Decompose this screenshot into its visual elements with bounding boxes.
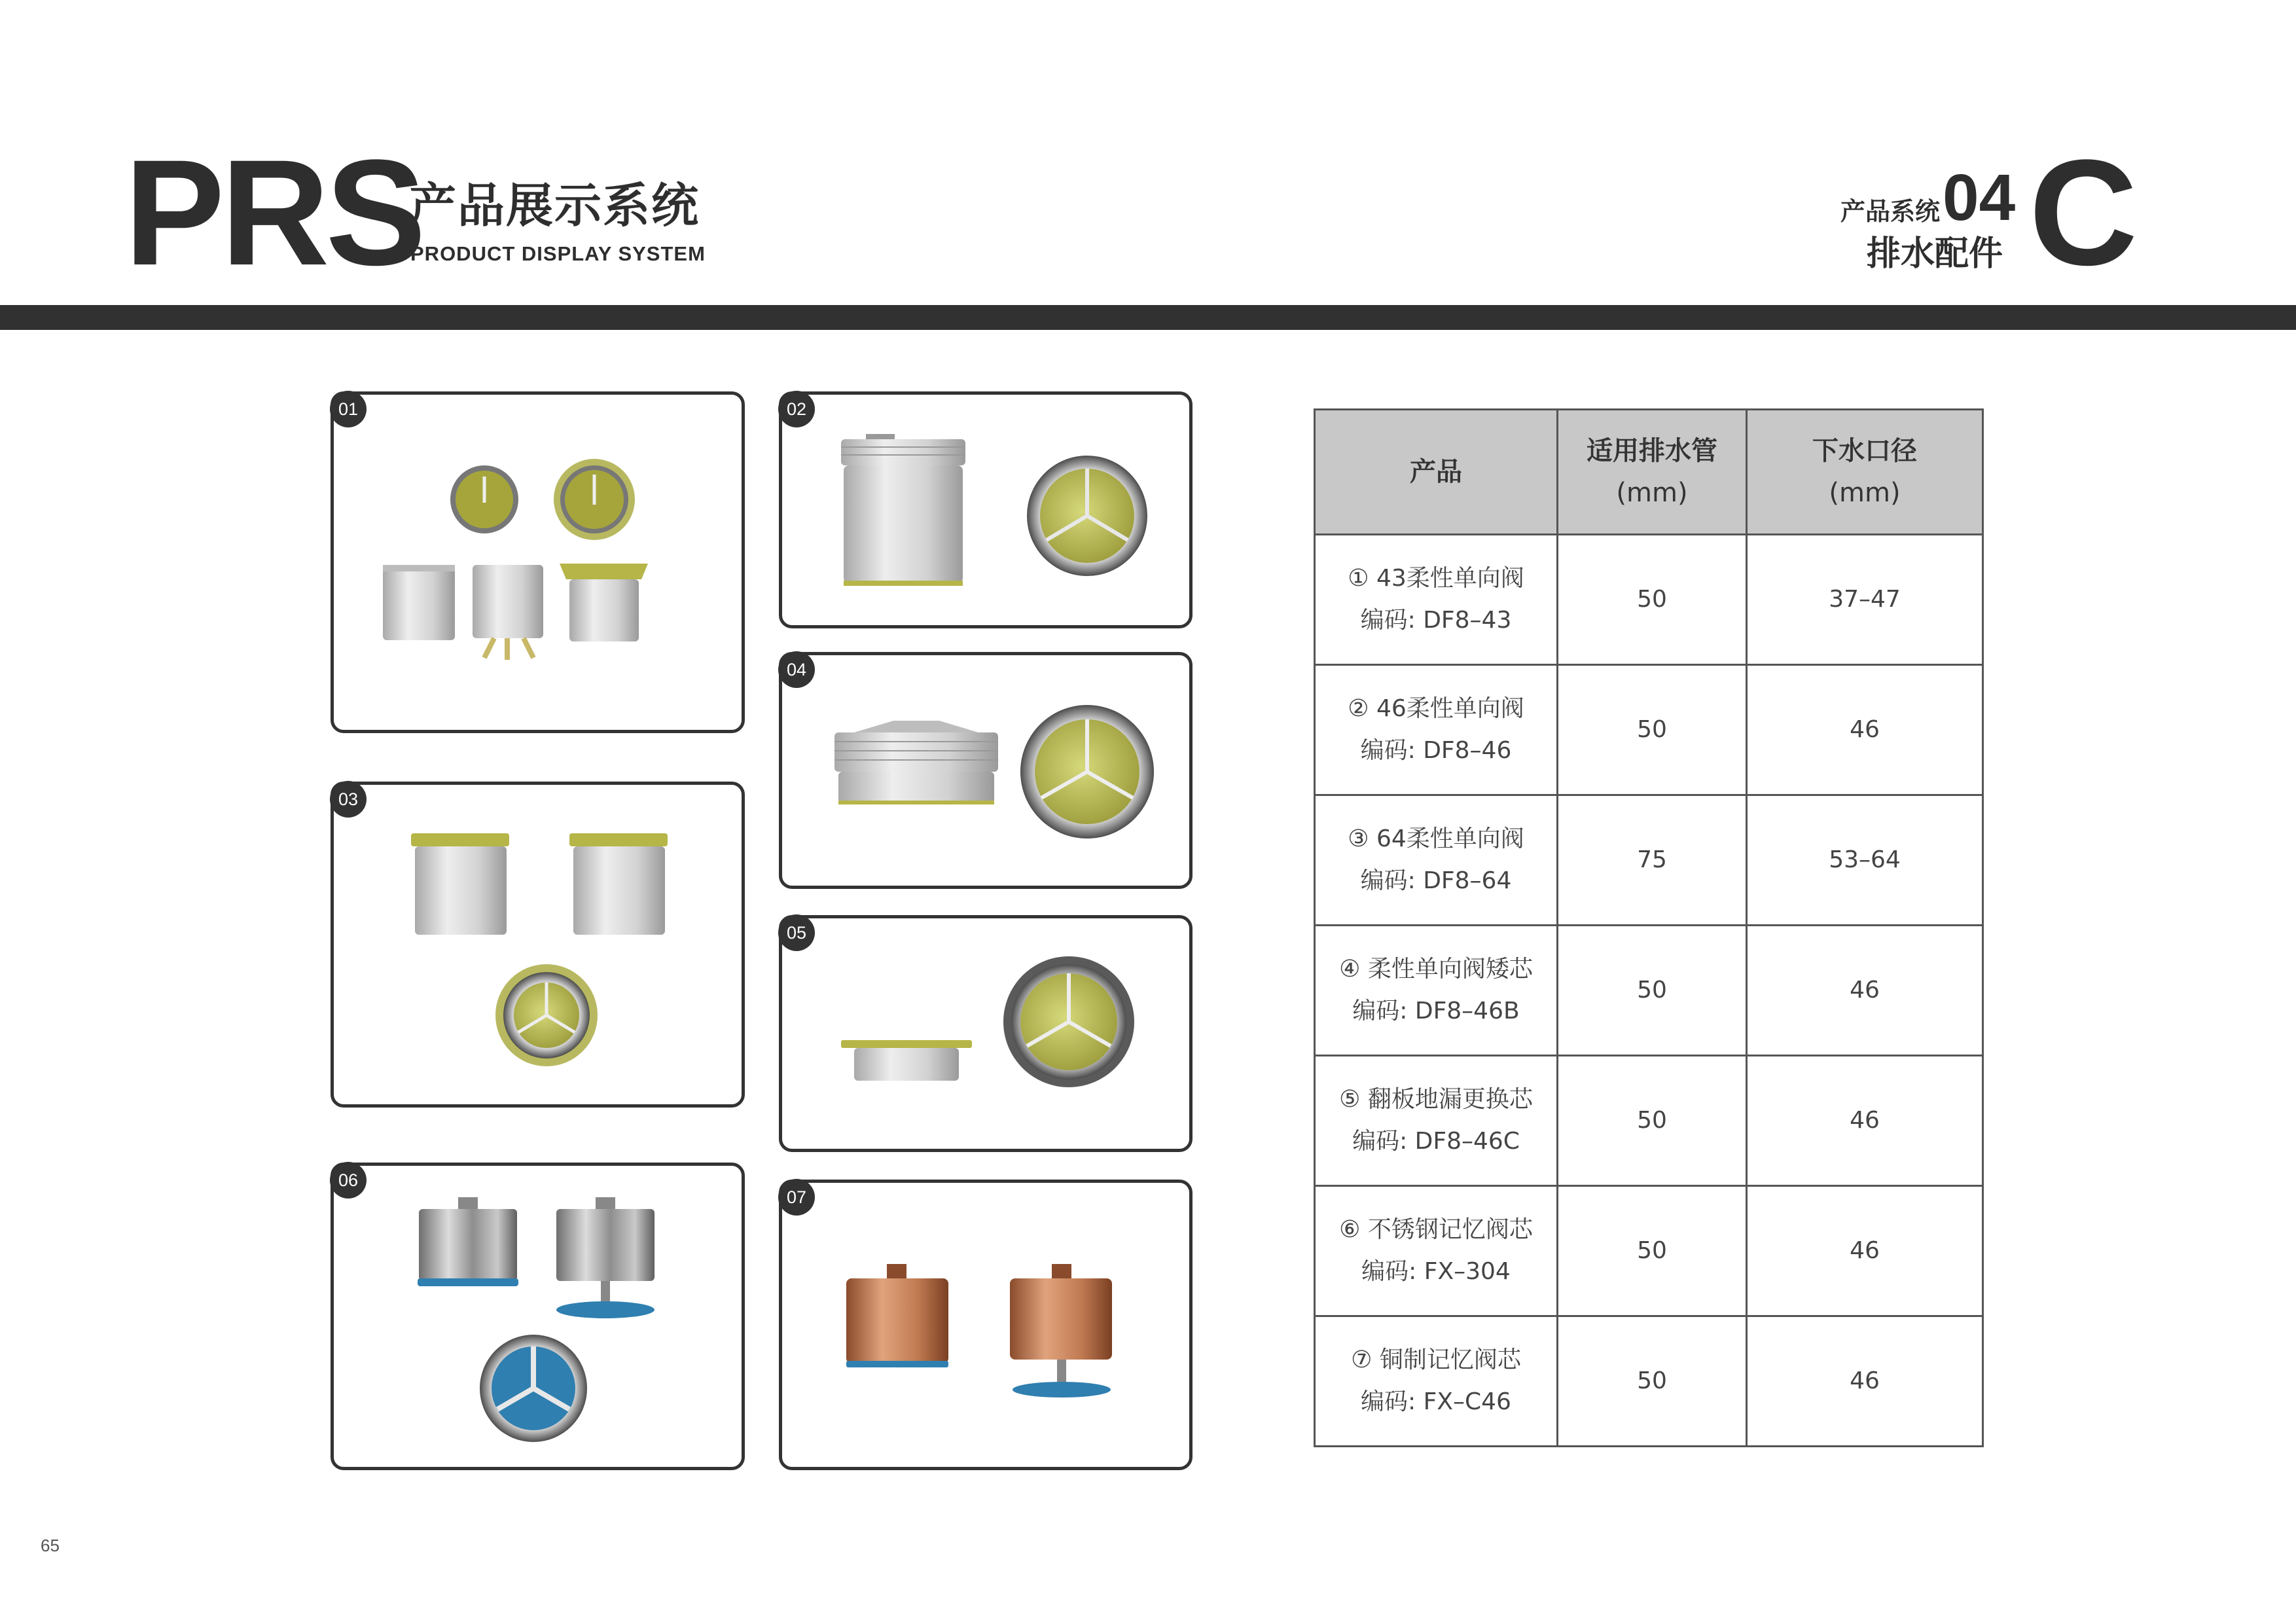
pipe-cell: 50 [1558,1186,1747,1316]
table-row [1315,535,1983,665]
pipe-cell: 75 [1558,795,1747,926]
card-badge: 06 [330,1162,367,1199]
valve-03-illustration [334,785,742,1104]
caliber-cell: 37–47 [1747,535,1983,665]
section-label: 产品系统 [1840,197,1941,226]
caliber-cell: 46 [1747,665,1983,795]
pipe-cell: 50 [1558,665,1747,795]
product-cell: ② 46柔性单向阀 编码: DF8–46 [1315,665,1558,795]
card-badge: 04 [778,651,815,688]
product-cell: ① 43柔性单向阀 编码: DF8–43 [1315,535,1558,665]
table-row [1315,1056,1983,1186]
caliber-cell: 46 [1747,1316,1983,1447]
section-letter: C [2029,128,2138,297]
product-cell: ⑥ 不锈钢记忆阀芯 编码: FX–304 [1315,1186,1558,1316]
pipe-cell: 50 [1558,1316,1747,1447]
card-badge: 02 [778,391,815,427]
brand-title-cn: 产品展示系统 [409,178,700,233]
pipe-cell: 50 [1558,535,1747,665]
col-header-pipe: 适用排水管 (mm) [1558,410,1747,535]
product-card-03 [331,782,745,1108]
product-cell: ⑦ 铜制记忆阀芯 编码: FX–C46 [1315,1316,1558,1447]
table-header-row [1315,410,1983,535]
valve-05-illustration [782,918,1189,1149]
table-row [1315,1316,1983,1447]
pipe-cell: 50 [1558,1056,1747,1186]
section-number: 04 [1943,161,2016,234]
product-cell: ④ 柔性单向阀矮芯 编码: DF8–46B [1315,926,1558,1056]
product-card-04 [779,652,1193,889]
section-title: 排水配件 [1867,234,2003,274]
product-card-01 [331,391,745,733]
card-badge: 03 [330,781,367,818]
col-header-caliber: 下水口径 (mm) [1747,410,1983,535]
product-cell: ⑤ 翻板地漏更换芯 编码: DF8–46C [1315,1056,1558,1186]
pipe-cell: 50 [1558,926,1747,1056]
card-badge: 01 [330,391,367,427]
header-divider-bar [0,305,2296,330]
product-card-02 [779,391,1193,628]
valve-01-illustration [334,395,742,730]
caliber-cell: 46 [1747,1056,1983,1186]
page-number: 65 [41,1536,60,1555]
spec-table [1314,408,1984,1447]
valve-06-illustration [334,1166,742,1467]
table-row [1315,926,1983,1056]
table-row [1315,795,1983,926]
product-card-07 [779,1180,1193,1470]
valve-04-illustration [782,655,1189,886]
product-card-06 [331,1163,745,1470]
col-header-product: 产品 [1315,410,1558,535]
valve-07-illustration [782,1183,1189,1467]
caliber-cell: 46 [1747,926,1983,1056]
caliber-cell: 46 [1747,1186,1983,1316]
card-badge: 07 [778,1179,815,1216]
table-row [1315,1186,1983,1316]
product-cell: ③ 64柔性单向阀 编码: DF8–64 [1315,795,1558,926]
table-row [1315,665,1983,795]
card-badge: 05 [778,914,815,951]
brand-title-en: PRODUCT DISPLAY SYSTEM [410,242,706,265]
product-card-05 [779,915,1193,1152]
brand-logo-text: PRS [124,128,422,297]
caliber-cell: 53–64 [1747,795,1983,926]
valve-02-illustration [782,395,1189,625]
